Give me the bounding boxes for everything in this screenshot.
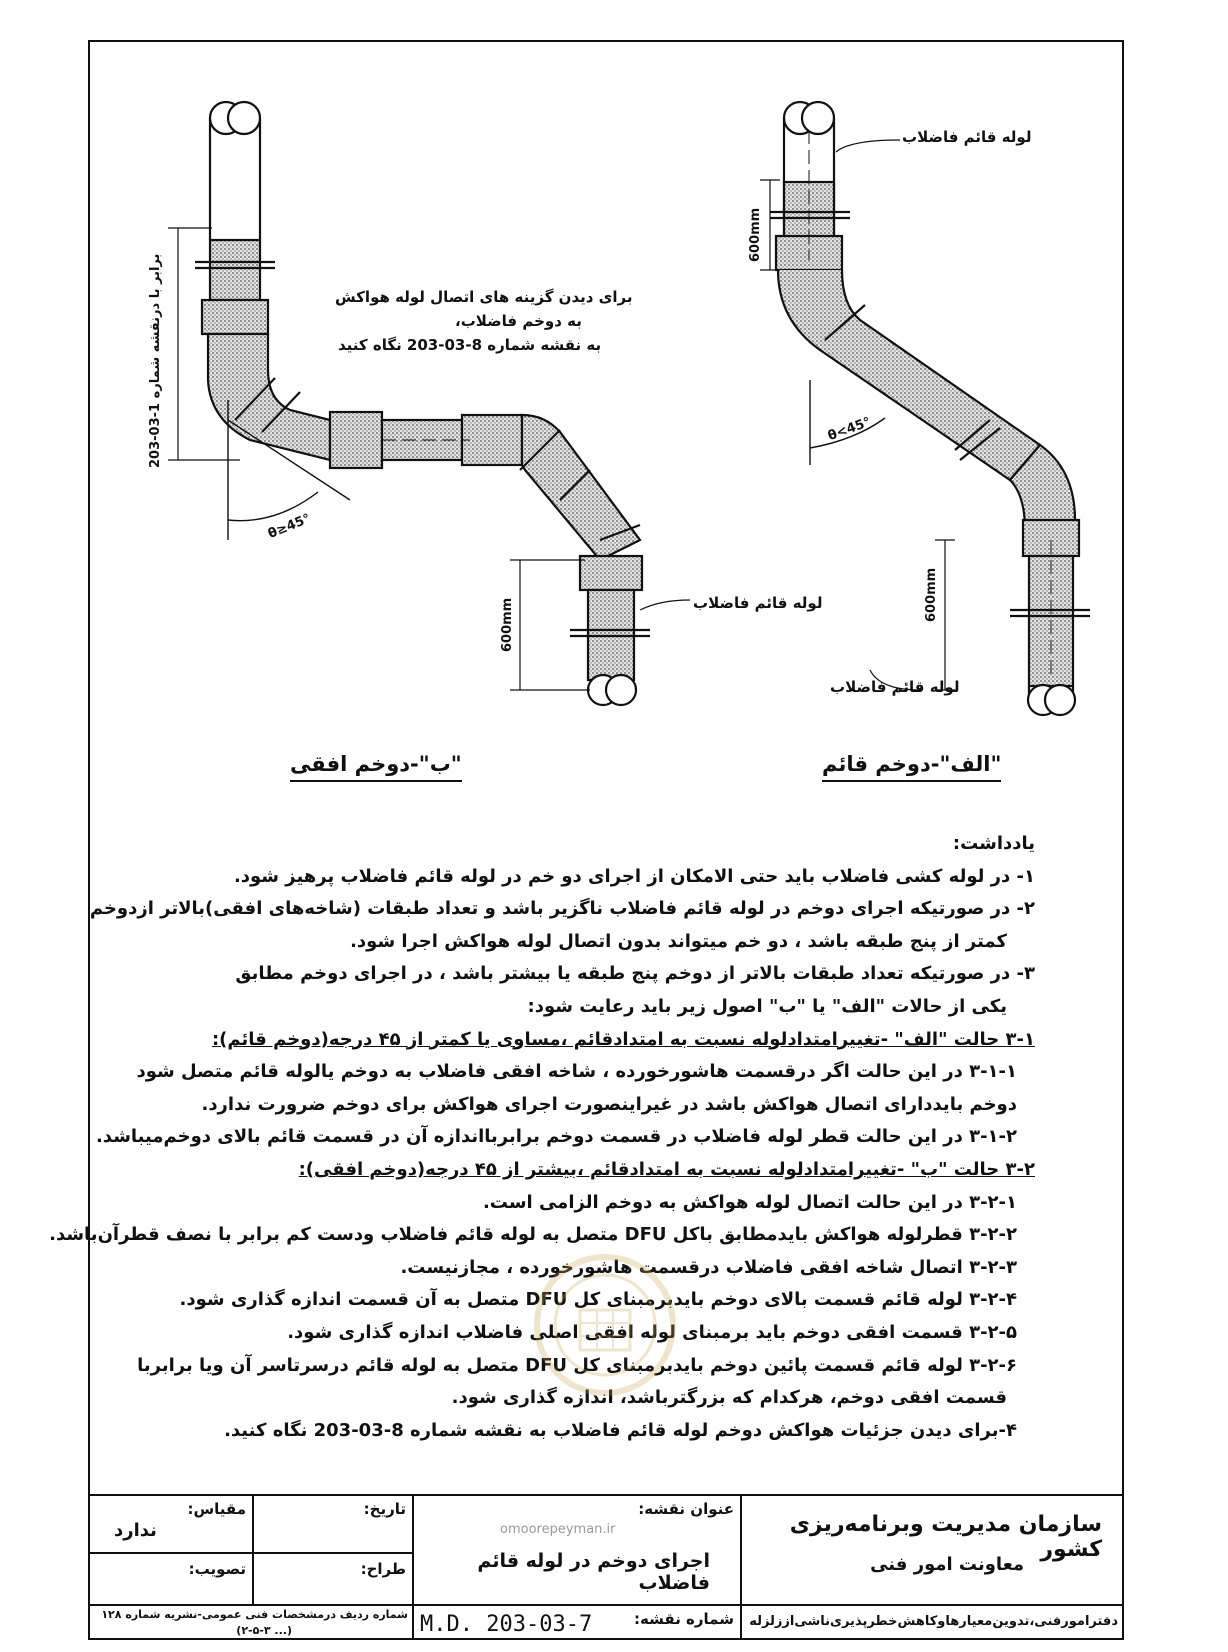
title-key: عنوان نقشه: (638, 1500, 734, 1518)
figure-b-label-right: لوله قائم فاضلاب (693, 594, 823, 612)
date-key: تاریخ: (363, 1500, 406, 1518)
note-line: ۳-۲-۵ قسمت افقی دوخم باید برمبنای لوله افقی اصلی فاضلاب اندازه گذاری شود. (287, 1321, 1017, 1343)
note-line: ۳-۲-۶ لوله قائم قسمت پائین دوخم بایدبرمبنای کل DFU متصل به لوله قائم درسرتاسر آن ویا برابربا (137, 1354, 1017, 1376)
note-line: ۴-برای دیدن جزئیات هواکش دوخم لوله قائم فاضلاب به نقشه شماره 8-03-203 نگاه کنید. (224, 1419, 1017, 1441)
notes-heading: يادداشت: (952, 833, 1035, 854)
note-line: ۳- در صورتیکه تعداد طبقات بالاتر از دوخم پنج طبقه یا بیشتر باشد ، در اجرای دوخم مطابق (235, 963, 1035, 985)
note-line: ۲- در صورتیکه اجرای دوخم در لوله قائم فاضلاب ناگزیر باشد و تعداد طبقات (شاخه‌های افقی)بالاتر ازدوخم (89, 898, 1035, 920)
title-cell (412, 1494, 740, 1604)
note-line: ۳-۲-۲ قطرلوله هواکش بایدمطابق باکل DFU متصل به لوله قائم فاضلاب ودست کم برابر با نصف قطرآن‌باشد. (49, 1224, 1017, 1246)
drawing-no-cell (412, 1604, 740, 1640)
figure-a-label-top: لوله قائم فاضلاب (902, 128, 1032, 146)
org-office-cell (740, 1604, 1124, 1640)
scale-key: مقیاس: (187, 1500, 246, 1518)
note-line: ۳-۲-۴ لوله قائم قسمت بالای دوخم بایدبرمبنای کل DFU متصل به آن قسمت اندازه گذاری شود. (179, 1289, 1017, 1311)
note-line: دوخم بایددارای اتصال هواکش باشد در غیراینصورت اجرای هواکش برای دوخم ضرورت ندارد. (201, 1093, 1017, 1115)
org-dept: معاونت امور فنی (870, 1554, 1024, 1575)
org-office: دفترامورفنی،تدوین‌معیارهاوکاهش‌خطرپذیری‌ناشی‌اززلزله (749, 1614, 1118, 1629)
figure-a-caption: "الف"-دوخم قائم (822, 752, 1001, 782)
drawing-no-key: شماره نقشه: (634, 1610, 734, 1628)
note-line: یکی از حالات "الف" یا "ب" اصول زیر باید رعایت شود: (527, 995, 1007, 1017)
figure-b-angle: θ≥45° (266, 511, 313, 542)
figure-a-pipe (760, 102, 1090, 715)
approval-cell (88, 1552, 252, 1604)
row-ref-cell (88, 1604, 412, 1640)
pipe-drawings (0, 0, 1228, 800)
figure-b-dim-left: برابر با درنقشه شماره 1-03-203 (148, 253, 163, 468)
org-name: سازمان مدیریت وبرنامه‌ریزی کشور (789, 1512, 1102, 1562)
note-line: کمتر از پنج طبقه باشد ، دو خم میتواند بدون اتصال لوله هواکش اجرا شود. (350, 930, 1007, 952)
row-ref-value: (... ۲-۵-۳) (236, 1624, 292, 1637)
figure-b-note-2: به دوخم فاضلاب، (455, 312, 582, 330)
note-line: قسمت افقی دوخم، هرکدام که بزرگترباشد، اندازه گذاری شود. (451, 1387, 1007, 1409)
note-line: ۳-۲-۱ در این حالت اتصال لوله هواکش به دوخم الزامی است. (482, 1191, 1017, 1213)
designer-cell (252, 1552, 412, 1604)
figure-b-note-1: برای دیدن گزینه های اتصال لوله هواکش (335, 288, 633, 306)
figure-a-angle: θ<45° (826, 414, 873, 445)
drawing-no: M.D. 203-03-7 (420, 1612, 593, 1637)
date-cell (252, 1494, 412, 1552)
figure-b-caption: "ب"-دوخم افقی (290, 752, 462, 782)
watermark-url: omoorepeyman.ir (500, 1522, 616, 1537)
figure-b-dim-right: 600mm (500, 597, 515, 652)
note-line: ۳-۲ حالت "ب" -تغییرامتدادلوله نسبت به امتدادقائم ،بیشتر از ۴۵ درجه(دوخم افقی): (298, 1158, 1035, 1180)
seal-watermark-icon (520, 1250, 690, 1400)
figure-b-pipe (168, 102, 690, 705)
figure-a-dim-bottom: 600mm (924, 567, 939, 622)
note-line: ۱- در لوله کشی فاضلاب باید حتی الامکان از اجرای دو خم در لوله قائم فاضلاب پرهیز شود. (233, 865, 1035, 887)
org-cell (740, 1494, 1124, 1604)
note-line: ۳-۱-۲ در این حالت قطر لوله فاضلاب در قسمت دوخم برابربااندازه آن در قسمت قائم بالای دوخم‌میباشد. (95, 1126, 1017, 1148)
designer-key: طراح: (360, 1560, 406, 1578)
approval-key: تصویب: (188, 1560, 246, 1578)
row-ref-key: شماره ردیف درمشخصات فنی عمومی-نشریه شماره ۱۲۸ (101, 1608, 408, 1621)
scale-value: ندارد (114, 1520, 157, 1541)
drawing-title: اجرای دوخم در لوله قائم فاضلاب (477, 1550, 710, 1594)
figure-b-note-3: به نقشه شماره 8-03-203 نگاه کنید (338, 336, 602, 354)
figure-a-dim-top: 600mm (748, 207, 763, 262)
note-line: ۳-۱-۱ در این حالت اگر درقسمت هاشورخورده ، شاخه افقی فاضلاب به دوخم یالوله قائم متصل شود (136, 1061, 1017, 1083)
scale-cell (88, 1494, 252, 1552)
note-line: ۳-۱ حالت "الف" -تغییرامتدادلوله نسبت به امتدادقائم ،مساوی یا کمتر از ۴۵ درجه(دوخم قائم): (211, 1028, 1035, 1050)
note-line: ۳-۲-۳ اتصال شاخه افقی فاضلاب درقسمت هاشورخورده ، مجازنیست. (400, 1256, 1017, 1278)
figure-a-label-bottom: لوله قائم فاضلاب (830, 678, 960, 696)
